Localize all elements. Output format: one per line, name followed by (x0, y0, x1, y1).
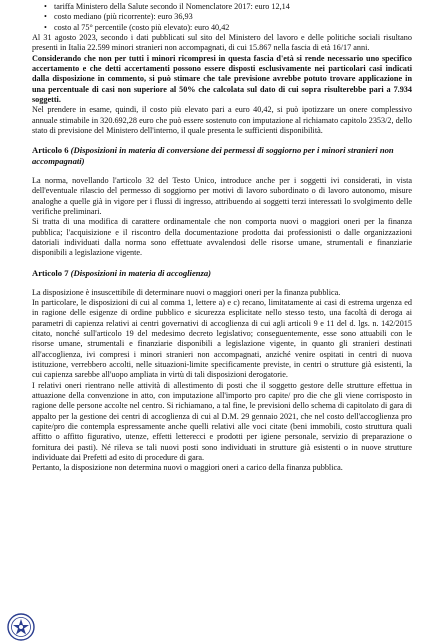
article-7-title: (Disposizioni in materia di accoglienza) (70, 267, 212, 278)
paragraph-article-6-finance: Si tratta di una modifica di carattere ordinamentale che non comporta nuovi o maggiori oneri per la finanza pubblica; l'acquisizione e il riscontro della documentazione prodotta dai professionisti o dalle organizzazioni datoriali individuati dalla norma sono effettuate avvalendosi delle risorse umane, strumentali e finanziarie disponibili a legislazione vigente. (32, 217, 412, 258)
paragraph-article-7-intro: La disposizione è insuscettibile di determinare nuovi o maggiori oneri per la finanza pubblica. (32, 287, 341, 297)
paragraph-article-7-detail: In particolare, le disposizioni di cui al comma 1, lettere a) e c) recano, limitatamente ai casi di estrema urgenza ed in ragione delle esigenze di ordine pubblico e sicurezza esplicitate nello stesso testo, una facoltà di deroga ai parametri di capienza relativi ai centri governativi di accoglienza di cui agli articoli 9 e 11 del d. lgs. n. 142/2015 citato, nonché sull'articolo 19 del medesimo decreto legislativo; conseguentemente, esse sono attuabili con le risorse umane, strumentali e finanziarie disponibili a legislazione vigente, in quanto gli stranieri destinati all'accoglienza, ivi compresi i minori stranieri non accompagnati, anziché venire ospitati in centri di nuova istituzione, verrebbero accolti, nelle situazioni-limite specificamente previste, in centri o strutture già esistenti, la cui capienza sarebbe all'uopo ampliata in virtù di tali disposizioni derogatorie. (32, 297, 412, 380)
bullet-item: • costo mediano (più ricorrente): euro 36,93 (44, 12, 412, 22)
emblem-seal-icon (7, 613, 35, 641)
paragraph-cost: Nel prendere in esame, quindi, il costo più elevato pari a euro 40,42, si può ipotizzare un onere complessivo annuale stimabile in 320.692,28 euro che può essere sostenuto con imputazione al richiamato capitolo 2353/2, dello stato di previsione del Ministero dell'interno, il quale presenta le sufficienti disponibilità. (32, 105, 412, 136)
article-6-title: (Disposizioni in materia di conversione dei permessi di soggiorno per i minori stranieri non accompagnati) (32, 145, 394, 167)
article-6-number: Articolo 6 (32, 145, 69, 156)
article-7-heading (32, 268, 412, 279)
paragraph-article-7-costs: I relativi oneri rientrano nelle attività di allestimento di posti che il soggetto gestore delle strutture effettua in attuazione della convenzione in atto, con imputazione all'importo pro capite/ pro die che gli viene corrisposto in ragione delle persone accolte nel centro. Si richiamano, a tal fine, le previsioni dello schema di capitolato di gara di appalto per la gestione dei centri di accoglienza di cui al D.M. 29 gennaio 2021, che nel costo dell'accoglienza pro capite/pro die contempla espressamente anche quelli relativi alle voci citate (beni immobili, costo struttura quali affitto o affitto figurativo, utenze, effetti letterecci e prodotti per igiene personale, servizio di preparazione o fornitura dei pasti). Né rileva se tali nuovi posti sono individuati in strutture già esistenti o in nuove strutture individuate dai Prefetti ad esito di procedure di gara. (32, 380, 412, 463)
document-body (32, 2, 412, 474)
paragraph-article-7-conclusion: Pertanto, la disposizione non determina nuovi o maggiori oneri a carico della finanza pubblica. (32, 463, 343, 473)
cost-bullet-list (32, 2, 412, 33)
paragraph-article-6-norm: La norma, novellando l'articolo 32 del Testo Unico, introduce anche per i soggetti ivi considerati, in vista dell'eventuale rilascio del permesso di soggiorno per motivi di lavoro subordinato o di lavoro autonomo, misure analoghe a quelle già in vigore per i flussi di ingresso, attribuendo ai soggetti terzi interessati lo svolgimento delle verifiche preliminari. (32, 176, 412, 217)
paragraph-minors-count: Al 31 agosto 2023, secondo i dati pubblicati sul sito del Ministero del lavoro e delle politiche sociali risultano presenti in Italia 22.599 minori stranieri non accompagnati, di cui 15.867 nella fascia di età 16/17 anni. (32, 33, 412, 53)
article-6-heading (32, 145, 412, 167)
paragraph-estimate: Considerando che non per tutti i minori ricompresi in questa fascia d'età si rende necessario uno specifico accertamento e che detti accertamenti possono essere disposti esclusivamente nei particolari casi indicati dalla disposizione in commento, si può stimare che tale previsione avrebbe potuto trovare applicazione in una percentuale di casi non superiore al 50% che calcolata sul dato di cui sopra risulterebbe pari a 7.934 soggetti. (32, 53, 412, 105)
bullet-item: • costo al 75° percentile (costo più elevato): euro 40,42 (44, 23, 412, 33)
bullet-item: • tariffa Ministero della Salute secondo il Nomenclatore 2017: euro 12,14 (44, 2, 412, 12)
article-7-number: Articolo 7 (32, 267, 69, 278)
